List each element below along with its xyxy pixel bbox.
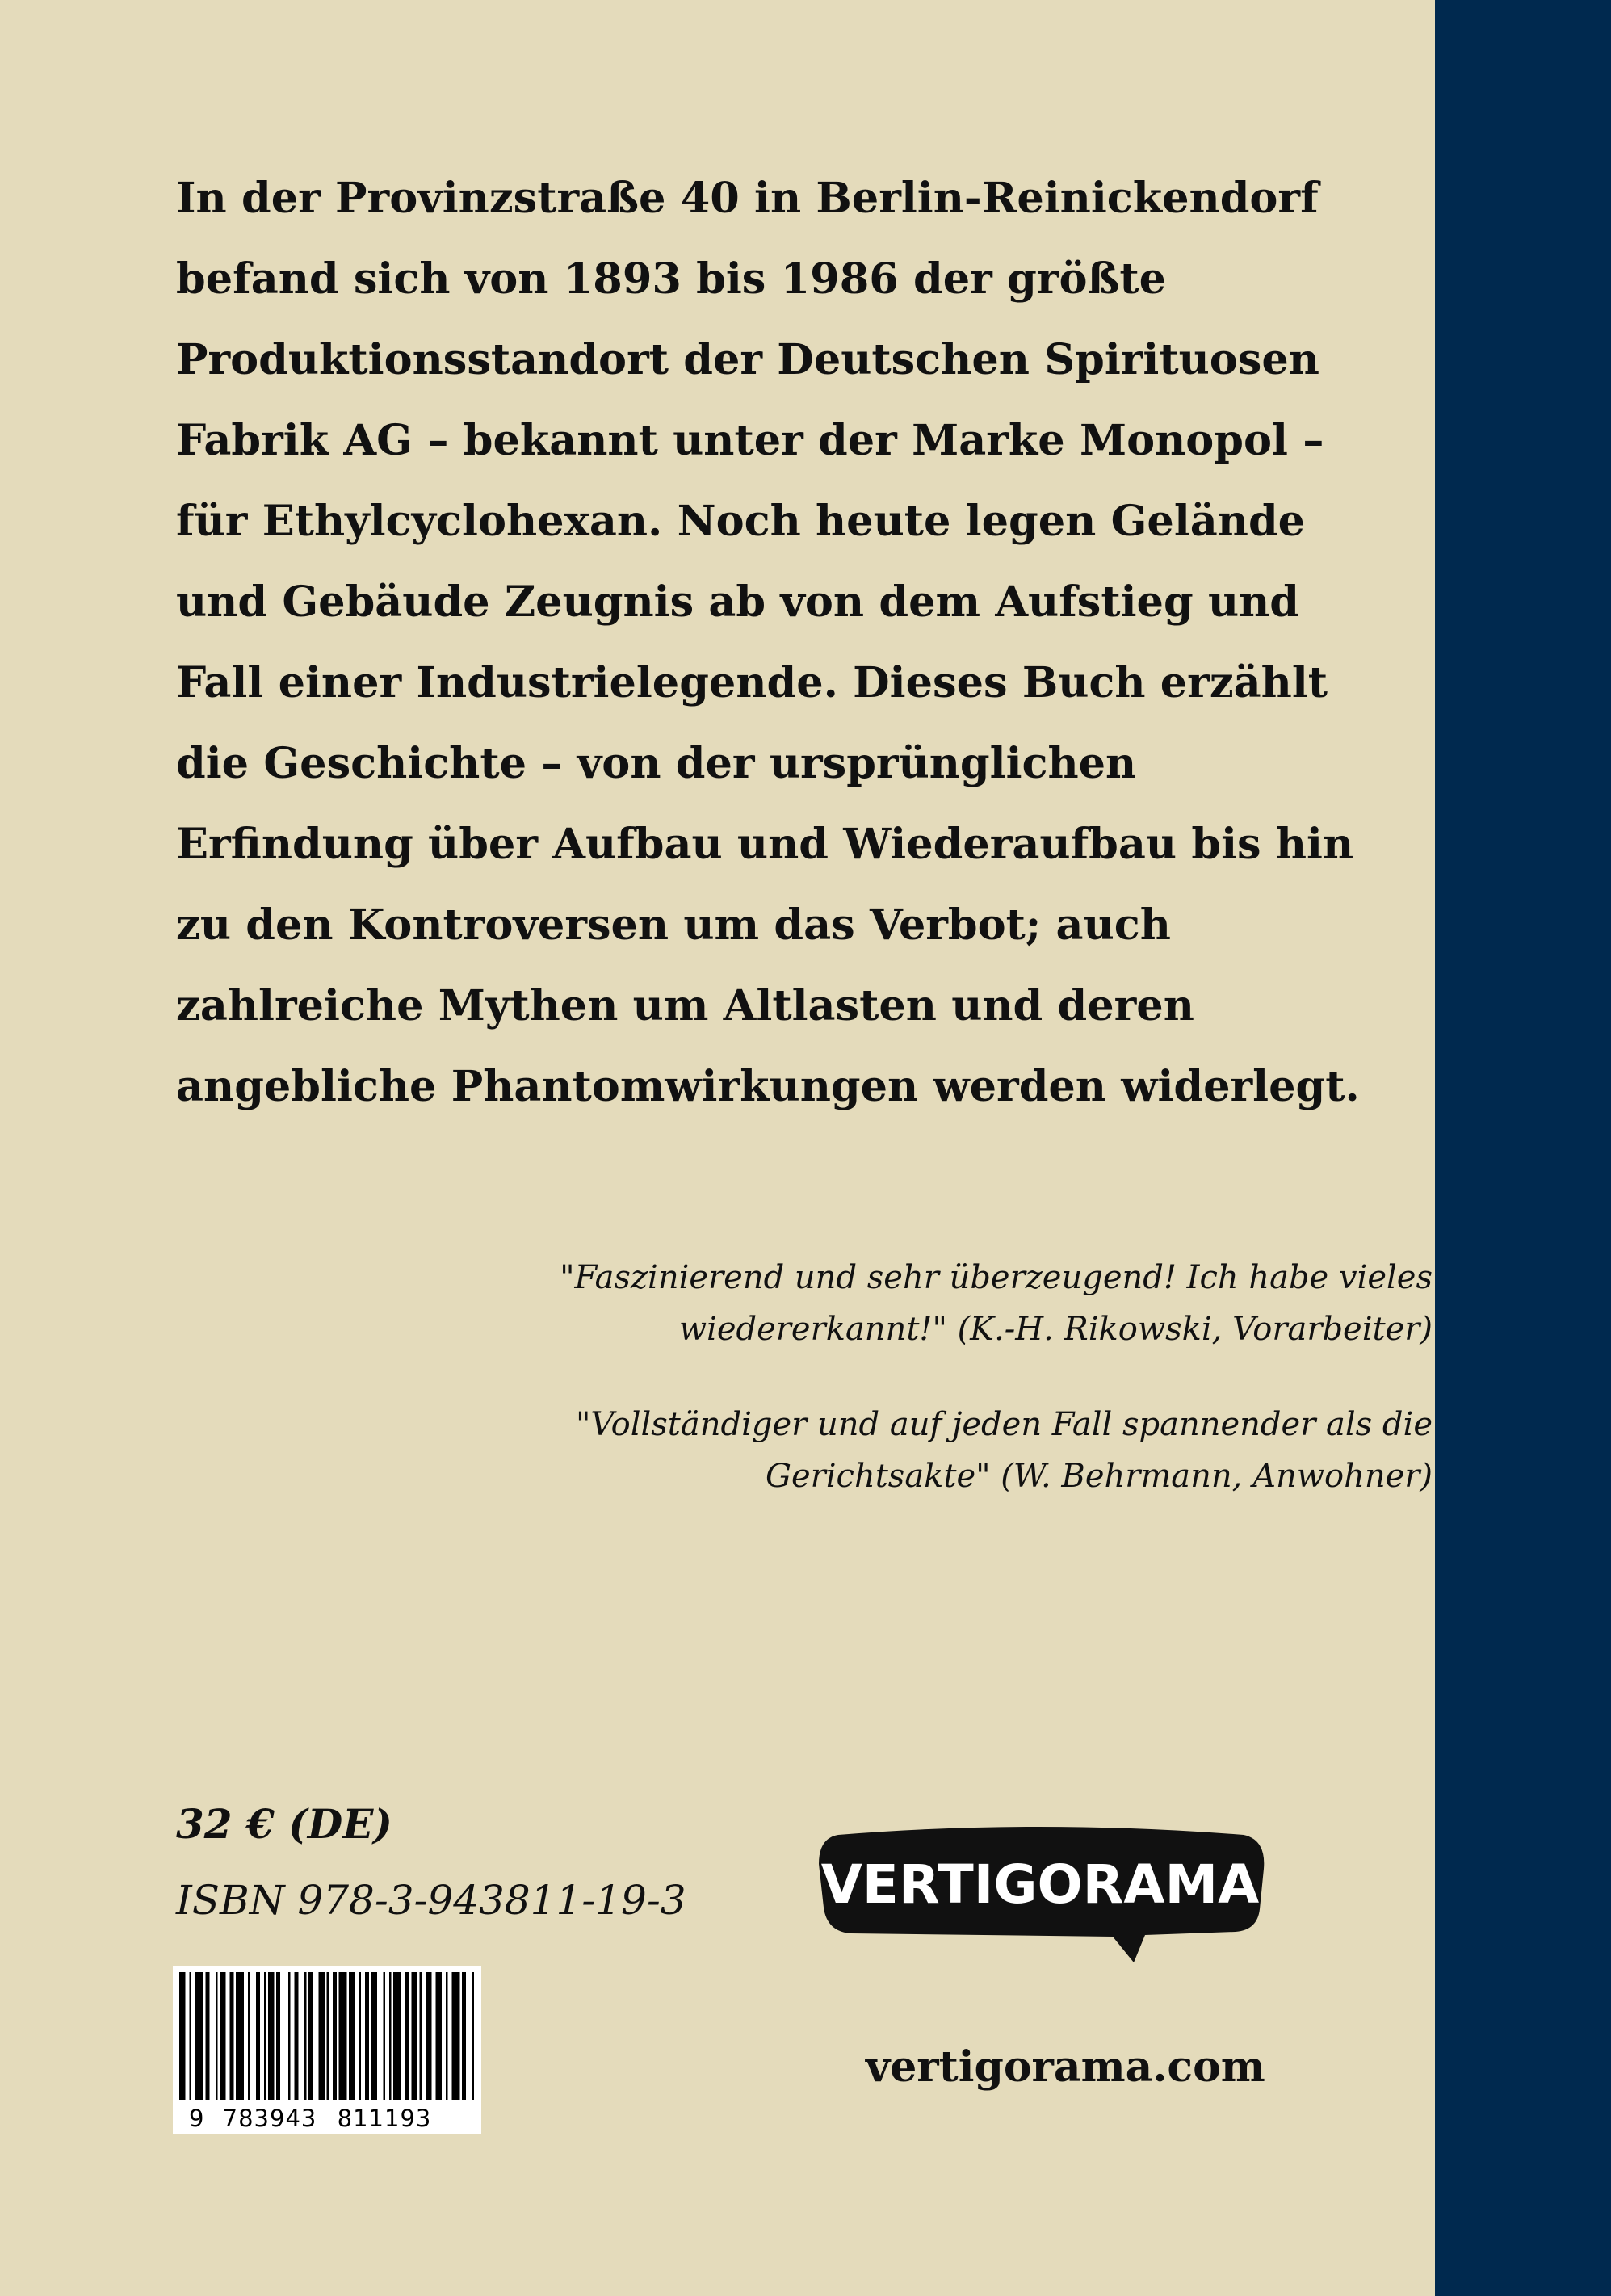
publisher-logo — [814, 1819, 1266, 1962]
spine-band — [1435, 0, 1611, 2296]
logo-wordmark: VERTIGORAMA — [820, 1853, 1260, 1916]
publisher-website-link[interactable]: vertigorama.com — [866, 2042, 1265, 2092]
quote-line: "Vollständiger und auf jeden Fall spannender als die — [576, 1406, 1433, 1443]
blurb-line: Erfindung über Aufbau und Wiederaufbau bis hin — [176, 820, 1354, 869]
blurb-line: Fabrik AG – bekannt unter der Marke Monopol – — [176, 416, 1324, 465]
barcode-bar — [365, 1972, 369, 2100]
barcode-bar — [446, 1972, 448, 2100]
blurb-text — [176, 158, 1360, 1127]
review-quote-rikowski — [383, 1252, 1433, 1355]
isbn-label: ISBN 978-3-943811-19-3 — [176, 1877, 686, 1924]
blurb-line: Fall einer Industrielegende. Dieses Buch erzählt — [176, 658, 1328, 707]
barcode-bar — [405, 1972, 409, 2100]
barcode-bar — [359, 1972, 362, 2100]
review-quote-behrmann — [383, 1399, 1433, 1502]
barcode-bar — [319, 1972, 325, 2100]
barcode-bar — [393, 1972, 401, 2100]
barcode-bars — [179, 1972, 474, 2100]
barcode-bar — [195, 1972, 203, 2100]
barcode-digit-lead: 9 — [189, 2105, 204, 2132]
blurb-line: Produktionsstandort der Deutschen Spirituosen — [176, 335, 1319, 384]
blurb-line: befand sich von 1893 bis 1986 der größte — [176, 254, 1167, 304]
barcode-bar — [412, 1972, 418, 2100]
barcode-bar — [349, 1972, 355, 2100]
barcode-bar — [230, 1972, 234, 2100]
blurb-line: angebliche Phantomwirkungen werden widerlegt. — [176, 1062, 1360, 1111]
barcode — [173, 1966, 481, 2134]
blurb-line: zu den Kontroversen um das Verbot; auch — [176, 900, 1171, 950]
barcode-bar — [339, 1972, 347, 2100]
barcode-bar — [288, 1972, 291, 2100]
barcode-bar — [256, 1972, 260, 2100]
barcode-bar — [333, 1972, 337, 2100]
barcode-bar — [248, 1972, 250, 2100]
barcode-bar — [206, 1972, 210, 2100]
barcode-bar — [268, 1972, 275, 2100]
barcode-bar — [371, 1972, 378, 2100]
barcode-bar — [295, 1972, 299, 2100]
blurb-line: für Ethylcyclohexan. Noch heute legen Gelände — [176, 497, 1306, 546]
barcode-bar — [472, 1972, 475, 2100]
barcode-bar — [308, 1972, 313, 2100]
barcode-bar — [179, 1972, 186, 2100]
barcode-bar — [327, 1972, 329, 2100]
barcode-bar — [462, 1972, 466, 2100]
barcode-bar — [384, 1972, 386, 2100]
quote-line: wiedererkannt!" (K.-H. Rikowski, Vorarbeiter) — [678, 1311, 1433, 1348]
barcode-bar — [304, 1972, 307, 2100]
barcode-bar — [436, 1972, 443, 2100]
barcode-bar — [236, 1972, 244, 2100]
quote-line: "Faszinierend und sehr überzeugend! Ich habe vieles — [560, 1259, 1433, 1296]
price-label: 32 € (DE) — [176, 1800, 392, 1848]
blurb-line: und Gebäude Zeugnis ab von dem Aufstieg und — [176, 577, 1299, 627]
barcode-bar — [220, 1972, 226, 2100]
barcode-bar — [276, 1972, 280, 2100]
quote-line: Gerichtsakte" (W. Behrmann, Anwohner) — [766, 1458, 1433, 1495]
barcode-bar — [264, 1972, 266, 2100]
barcode-bar — [420, 1972, 422, 2100]
barcode-digits-right: 811193 — [337, 2105, 432, 2132]
barcode-bar — [389, 1972, 392, 2100]
barcode-bar — [452, 1972, 460, 2100]
blurb-line: zahlreiche Mythen um Altlasten und deren — [176, 981, 1194, 1030]
barcode-digits-left: 783943 — [222, 2105, 317, 2132]
barcode-bar — [190, 1972, 192, 2100]
barcode-bar — [426, 1972, 432, 2100]
blurb-line: In der Provinzstraße 40 in Berlin-Reinickendorf — [176, 174, 1319, 223]
blurb-line: die Geschichte – von der ursprünglichen — [176, 739, 1137, 788]
barcode-bar — [216, 1972, 218, 2100]
